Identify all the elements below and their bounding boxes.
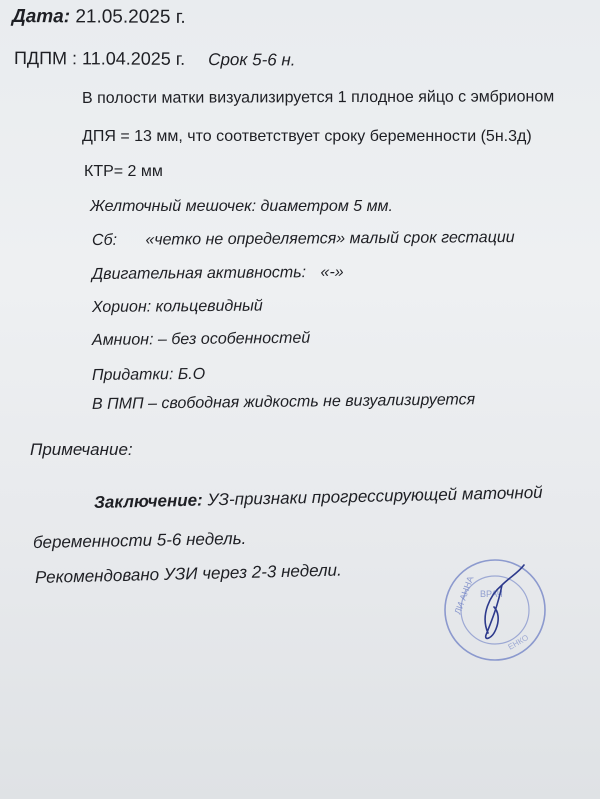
adnexa-finding: Придатки: Б.О xyxy=(91,365,206,384)
stamp-graphic xyxy=(440,555,550,665)
conclusion-text-1: УЗ-признаки прогрессирующей маточной xyxy=(207,482,543,510)
date-line xyxy=(12,6,186,29)
sb-value: «четко не определяется» малый срок гестации xyxy=(145,229,515,249)
svg-text:ВРАЧ: ВРАЧ xyxy=(480,589,503,599)
date-value: 21.05.2025 г. xyxy=(75,6,186,28)
recommendation: Рекомендовано УЗИ через 2-3 недели. xyxy=(34,560,342,587)
doctor-stamp xyxy=(440,555,550,665)
uterus-finding: В полости матки визуализируется 1 плодное яйцо с эмбрионом xyxy=(81,88,555,107)
sb-finding xyxy=(92,229,515,250)
lmp-line xyxy=(14,48,296,70)
motor-value: «-» xyxy=(320,263,344,282)
lmp-value: 11.04.2025 г. xyxy=(82,48,186,69)
conclusion-text-2: беременности 5-6 недель. xyxy=(32,528,247,552)
sb-label: Сб: xyxy=(91,231,118,249)
motor-label: Двигательная активность: xyxy=(91,264,307,283)
term-value: Срок 5-6 н. xyxy=(208,50,296,70)
lmp-label: ПДПМ : xyxy=(13,48,78,69)
pouch-finding: В ПМП – свободная жидкость не визуализируется xyxy=(91,391,476,413)
date-label: Дата: xyxy=(11,6,71,28)
yolk-sac-finding: Желточный мешочек: диаметром 5 мм. xyxy=(90,198,393,215)
dpya-finding: ДПЯ = 13 мм, что соответствует сроку беременности (5н.3д) xyxy=(82,128,532,145)
note-label: Примечание: xyxy=(30,440,133,459)
amnion-finding: Амнион: – без особенностей xyxy=(91,329,311,349)
conclusion-line xyxy=(94,483,543,513)
ktr-finding: КТР= 2 мм xyxy=(84,163,163,180)
conclusion-label: Заключение: xyxy=(93,490,203,512)
chorion-finding: Хорион: кольцевидный xyxy=(91,297,263,316)
motor-finding xyxy=(92,264,344,284)
svg-text:ЕНКО: ЕНКО xyxy=(506,632,530,652)
svg-text:ЛИ АННА: ЛИ АННА xyxy=(452,574,476,616)
